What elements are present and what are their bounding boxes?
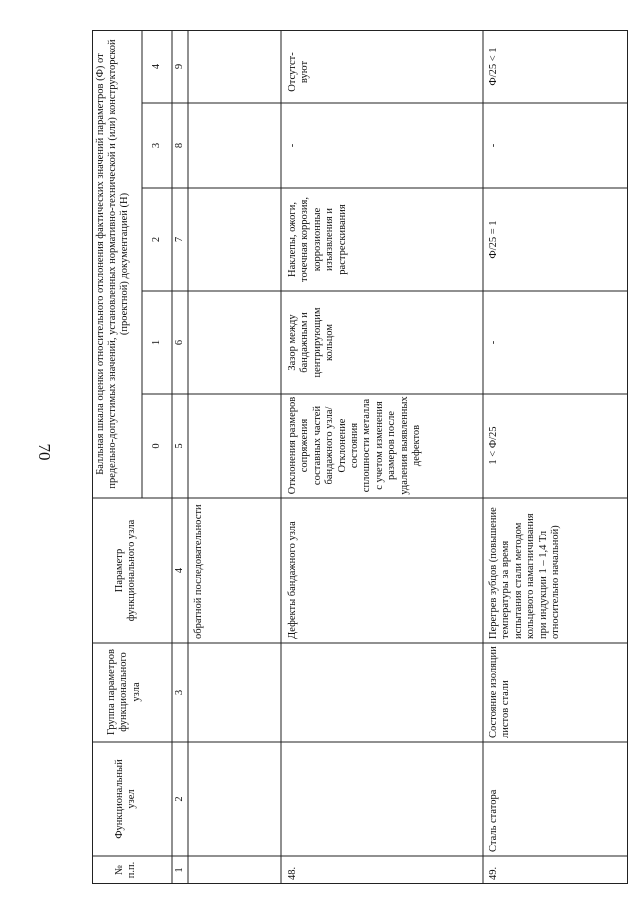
row-unit: Сталь статора	[488, 789, 499, 852]
row-score-0: 1 < Ф/25	[488, 426, 499, 465]
header-score-1: 1	[151, 339, 162, 346]
row-score-4: Ф/25 < 1	[488, 47, 499, 86]
row-param: Перегрев зубцов (повышение температуры за время испытания стали методом кольцевого намагничивания при индукции 1 – 1,4 Тл относительно начальной)	[488, 507, 562, 639]
col-number-4: 4	[174, 567, 185, 574]
header-functional-unit: Функциональный узел	[114, 759, 138, 839]
col-number-5: 5	[174, 443, 185, 449]
row-score-1: -	[488, 340, 499, 345]
col-number-3: 3	[174, 689, 185, 696]
parameter-table	[92, 30, 628, 884]
row-number: 48.	[287, 866, 298, 880]
col-number-7: 7	[174, 236, 185, 243]
row-score-2: Ф/25 = 1	[488, 220, 499, 259]
header-score-0: 0	[151, 443, 162, 449]
row-number: 49.	[488, 866, 499, 880]
header-parameter: Параметр функционального узла	[114, 519, 138, 622]
row-score-4: Отсутст-вуют	[287, 52, 311, 92]
header-score-2: 2	[151, 236, 162, 243]
row-score-1: Зазор между бандажным и центрирующим кольцом	[287, 307, 336, 378]
row-score-3: -	[488, 143, 499, 148]
header-score-3: 3	[151, 142, 162, 149]
col-number-1: 1	[174, 867, 185, 873]
row-param: Дефекты бандажного узла	[287, 521, 298, 639]
row-score-3: -	[287, 143, 298, 148]
col-number-2: 2	[174, 796, 185, 802]
col-number-9: 9	[174, 63, 185, 70]
row-score-0: Отклонения размеров сопряжения составных частей бандажного узла/ Отклонение состояния сплошности металла с учетом изменения размеров после удаления выявленных дефектов	[287, 396, 423, 495]
col-number-8: 8	[174, 142, 185, 149]
row-param: обратной последовательности	[193, 504, 204, 639]
page-number: 70	[35, 443, 54, 461]
header-parameter-group: Группа параметров функционального узла	[106, 649, 142, 735]
header-number: № п.п.	[114, 861, 138, 879]
row-score-2: Наклепы, ожоги, точечная коррозия, коррозионные изъязвления и растрескивания	[287, 197, 348, 282]
col-number-6: 6	[174, 339, 185, 346]
header-score-4: 4	[151, 63, 162, 70]
header-scale-title: Балльная шкала оценки относительного отклонения фактических значений параметров (Ф) от предельно-допустимых значений, установленных нормативно-технической и (или) конструкторской (проектной) документацией (Н)	[95, 39, 130, 489]
row-group: Состояние изоляции листов стали	[488, 646, 512, 738]
